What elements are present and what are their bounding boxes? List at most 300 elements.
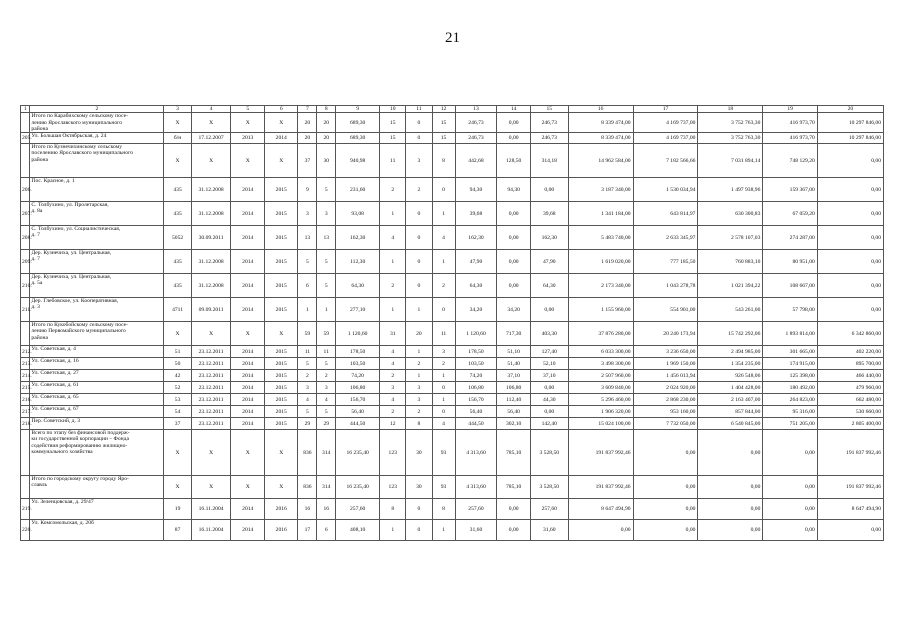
table-cell: 1 530 034,94: [633, 178, 698, 202]
table-row: [21, 430, 884, 476]
table-cell: X: [191, 322, 231, 346]
row-number-cell: 211.: [21, 298, 30, 322]
row-number-cell: 214.: [21, 370, 30, 382]
table-cell: 20: [317, 133, 336, 144]
table-cell: 4: [380, 346, 406, 358]
table-cell: 3 187 340,00: [568, 178, 633, 202]
table-cell: 926 548,06: [698, 370, 763, 382]
table-cell: 0,00: [698, 499, 763, 520]
table-cell: 0,00: [497, 133, 531, 144]
table-cell: 6 540 845,00: [698, 418, 763, 430]
table-cell: 277,10: [336, 298, 380, 322]
table-cell: 2: [406, 406, 432, 418]
table-cell: 20: [298, 133, 317, 144]
table-cell: 2 173 340,00: [568, 274, 633, 298]
table-cell: 751 205,00: [763, 418, 817, 430]
table-cell: 8: [432, 144, 455, 178]
table-cell: 51,40: [497, 358, 531, 370]
table-cell: 1: [406, 346, 432, 358]
table-cell: 1: [406, 298, 432, 322]
table-cell: 2015: [264, 394, 298, 406]
table-cell: 2014: [231, 370, 265, 382]
table-cell: 0,00: [698, 430, 763, 476]
table-cell: 11: [317, 346, 336, 358]
row-number-cell: 207.: [21, 202, 30, 226]
table-cell: 314: [317, 476, 336, 499]
table-cell: X: [264, 430, 298, 476]
table-cell: 2: [406, 358, 432, 370]
table-cell: 39,68: [530, 202, 568, 226]
table-cell: 748 129,20: [763, 144, 817, 178]
table-cell: 178,50: [455, 346, 497, 358]
table-cell: 106,80: [455, 382, 497, 394]
table-cell: 7 732 050,00: [633, 418, 698, 430]
table-cell: 5 483 740,00: [568, 226, 633, 250]
table-cell: 93,08: [336, 202, 380, 226]
table-cell: 0,00: [763, 520, 817, 541]
table-cell: 0,00: [763, 476, 817, 499]
row-number-cell: 220.: [21, 520, 30, 541]
table-cell: 15: [380, 133, 406, 144]
table-row: [21, 370, 884, 382]
table-cell: 4: [380, 226, 406, 250]
table-cell: 52: [164, 382, 191, 394]
table-cell: 0: [432, 406, 455, 418]
table-cell: 20 240 173,94: [633, 322, 698, 346]
table-cell: 3 752 763,30: [698, 133, 763, 144]
table-cell: 56,40: [336, 406, 380, 418]
table-row: [21, 394, 884, 406]
table-cell: 123: [380, 476, 406, 499]
table-cell: 2: [380, 178, 406, 202]
column-number-cell: 7: [298, 106, 317, 113]
table-cell: 0,00: [817, 226, 883, 250]
table-cell: 10 297 846,00: [817, 133, 883, 144]
table-cell: 2014: [231, 382, 265, 394]
table-cell: 2015: [264, 358, 298, 370]
table-cell: 19: [164, 499, 191, 520]
table-cell: 162,30: [530, 226, 568, 250]
table-cell: 3: [406, 382, 432, 394]
table-cell: 4 313,60: [455, 476, 497, 499]
table-cell: 6: [298, 274, 317, 298]
housing-register-table: [20, 105, 884, 541]
table-cell: 1: [432, 202, 455, 226]
table-row: [21, 178, 884, 202]
table-cell: 31,60: [455, 520, 497, 541]
table-cell: 1 354 235,00: [698, 358, 763, 370]
address-cell: С. Толбухино, ул. Социалистическая, д. 7: [30, 226, 164, 250]
table-cell: 31,60: [530, 520, 568, 541]
table-cell: 444,50: [336, 418, 380, 430]
table-cell: 3: [317, 382, 336, 394]
row-number-cell: [21, 144, 30, 178]
table-cell: 777 185,50: [633, 250, 698, 274]
table-cell: 314,18: [530, 144, 568, 178]
address-cell: Пос. Красное, д. 1: [30, 178, 164, 202]
table-cell: 0,00: [633, 499, 698, 520]
table-row: [21, 133, 884, 144]
table-cell: 1: [432, 250, 455, 274]
table-cell: 9: [298, 178, 317, 202]
table-cell: 466 440,00: [817, 370, 883, 382]
address-cell: Итого по городскому округу городу Яро- славль: [30, 476, 164, 499]
table-cell: 717,30: [497, 322, 531, 346]
table-cell: 4: [298, 394, 317, 406]
address-cell: С. Толбухино, ул. Пролетарская, д. 8а: [30, 202, 164, 226]
address-cell: Дер. Кузнечиха, ул. Центральная, д. 5а: [30, 274, 164, 298]
table-cell: 403,30: [530, 322, 568, 346]
column-number-cell: 20: [817, 106, 883, 113]
table-cell: 2015: [264, 202, 298, 226]
table-cell: 1: [380, 298, 406, 322]
table-cell: б/н: [164, 133, 191, 144]
row-number-cell: [21, 430, 30, 476]
table-cell: 3 528,50: [530, 476, 568, 499]
table-cell: 1 043 278,78: [633, 274, 698, 298]
table-cell: 2015: [264, 370, 298, 382]
table-cell: 5: [298, 406, 317, 418]
table-cell: 2014: [231, 406, 265, 418]
table-cell: 0,00: [497, 113, 531, 133]
table-cell: 16.11.2004: [191, 520, 231, 541]
table-cell: 103,50: [336, 358, 380, 370]
table-cell: 1: [380, 250, 406, 274]
table-cell: 16.11.2004: [191, 499, 231, 520]
table-cell: X: [231, 430, 265, 476]
table-cell: 7 031 894,14: [698, 144, 763, 178]
table-cell: 4: [432, 226, 455, 250]
table-cell: 15: [432, 133, 455, 144]
table-cell: 142,40: [530, 418, 568, 430]
table-cell: 402 220,00: [817, 346, 883, 358]
address-cell: Итого по Кукобойскому сельскому посе- лению Первомайского муниципального района: [30, 322, 164, 346]
table-cell: 2015: [264, 382, 298, 394]
table-cell: 1: [432, 394, 455, 406]
table-cell: 0,00: [817, 520, 883, 541]
table-cell: 2014: [231, 202, 265, 226]
table-cell: X: [191, 144, 231, 178]
address-cell: Ул. Советская, д. 4: [30, 346, 164, 358]
table-cell: 16 235,40: [336, 430, 380, 476]
table-cell: 2015: [264, 406, 298, 418]
row-number-cell: 217.: [21, 406, 30, 418]
table-cell: 435: [164, 250, 191, 274]
address-cell: Всего по этапу без финансовой поддерж- ки государственной корпорации – Фонда содействия реформированию жилищно- коммунального хозяйства: [30, 430, 164, 476]
table-cell: 56,40: [455, 406, 497, 418]
address-cell: Дер. Глебовское, ул. Кооперативная, д. 3: [30, 298, 164, 322]
table-cell: 2014: [231, 358, 265, 370]
table-cell: 3: [298, 202, 317, 226]
table-cell: 47,90: [455, 250, 497, 274]
table-cell: 5: [317, 178, 336, 202]
table-row: [21, 476, 884, 499]
table-cell: 17.12.2007: [191, 133, 231, 144]
table-cell: 159 367,00: [763, 178, 817, 202]
table-cell: 1 893 814,00: [763, 322, 817, 346]
column-number-cell: 11: [406, 106, 432, 113]
table-cell: 52,10: [530, 358, 568, 370]
table-cell: 2015: [264, 274, 298, 298]
table-cell: 162,30: [336, 226, 380, 250]
table-cell: 1 906 320,00: [568, 406, 633, 418]
table-cell: 44,30: [530, 394, 568, 406]
table-cell: 106,80: [336, 382, 380, 394]
row-number-cell: 215.: [21, 382, 30, 394]
table-cell: 50: [164, 358, 191, 370]
table-cell: 3 528,50: [530, 430, 568, 476]
table-cell: 435: [164, 274, 191, 298]
table-cell: X: [164, 113, 191, 133]
table-cell: 1 341 184,00: [568, 202, 633, 226]
table-cell: 8: [432, 499, 455, 520]
table-cell: 37,10: [530, 370, 568, 382]
table-cell: 23.12.2011: [191, 418, 231, 430]
table-cell: 64,30: [336, 274, 380, 298]
table-cell: X: [231, 144, 265, 178]
table-cell: 8 339 474,00: [568, 113, 633, 133]
table-cell: X: [191, 430, 231, 476]
table-cell: 67 059,20: [763, 202, 817, 226]
row-number-cell: 208.: [21, 226, 30, 250]
table-row: [21, 298, 884, 322]
table-cell: X: [164, 322, 191, 346]
table-cell: 2 868 230,00: [633, 394, 698, 406]
table-cell: 0,00: [530, 406, 568, 418]
row-number-cell: 209.: [21, 250, 30, 274]
table-cell: 30.09.2011: [191, 226, 231, 250]
table-cell: 8 339 474,00: [568, 133, 633, 144]
table-cell: 301 665,00: [763, 346, 817, 358]
address-cell: Итого по Кузнечихинскому сельскому поселению Ярославского муниципального района: [30, 144, 164, 178]
table-cell: 2 494 985,00: [698, 346, 763, 358]
table-cell: 1 120,60: [336, 322, 380, 346]
row-number-cell: 216.: [21, 394, 30, 406]
table-cell: 2014: [231, 520, 265, 541]
table-cell: 0: [406, 113, 432, 133]
table-cell: 178,50: [336, 346, 380, 358]
table-row: [21, 322, 884, 346]
table-cell: 2016: [264, 520, 298, 541]
column-number-cell: 13: [455, 106, 497, 113]
column-number-cell: 4: [191, 106, 231, 113]
table-cell: 2015: [264, 178, 298, 202]
table-cell: 8: [380, 499, 406, 520]
table-cell: 16: [298, 499, 317, 520]
table-cell: 51,10: [497, 346, 531, 358]
table-cell: 662 480,00: [817, 394, 883, 406]
table-cell: 54: [164, 406, 191, 418]
table-cell: 2014: [231, 178, 265, 202]
table-row: [21, 144, 884, 178]
table-cell: 6: [317, 520, 336, 541]
row-number-cell: [21, 322, 30, 346]
table-row: [21, 520, 884, 541]
table-cell: 13: [298, 226, 317, 250]
table-cell: 785,10: [497, 476, 531, 499]
table-cell: 264 823,00: [763, 394, 817, 406]
table-cell: 39,68: [455, 202, 497, 226]
table-cell: 0,00: [497, 250, 531, 274]
table-cell: 274 287,00: [763, 226, 817, 250]
address-cell: Ул. Советская, д. 27: [30, 370, 164, 382]
column-number-cell: 19: [763, 106, 817, 113]
table-cell: 0,00: [633, 430, 698, 476]
table-row: [21, 274, 884, 298]
table-cell: X: [264, 113, 298, 133]
table-cell: X: [164, 430, 191, 476]
table-cell: 37 876 280,00: [568, 322, 633, 346]
table-cell: 257,60: [530, 499, 568, 520]
table-cell: 857 844,00: [698, 406, 763, 418]
table-cell: 94,30: [455, 178, 497, 202]
table-row: [21, 346, 884, 358]
table-cell: 953 160,00: [633, 406, 698, 418]
table-cell: 20: [406, 322, 432, 346]
table-cell: 0,00: [530, 382, 568, 394]
table-cell: 2013: [231, 133, 265, 144]
table-cell: X: [264, 144, 298, 178]
table-cell: X: [164, 144, 191, 178]
column-number-cell: 9: [336, 106, 380, 113]
table-cell: 20: [317, 113, 336, 133]
table-cell: 13: [317, 226, 336, 250]
table-cell: 0,00: [497, 520, 531, 541]
table-cell: 95 316,00: [763, 406, 817, 418]
table-cell: 0,00: [698, 520, 763, 541]
table-cell: 37: [164, 418, 191, 430]
address-cell: Ул. Большая Октябрьская, д. 24: [30, 133, 164, 144]
table-cell: 4: [432, 418, 455, 430]
table-cell: 0: [406, 274, 432, 298]
table-cell: 106,80: [497, 382, 531, 394]
table-cell: 3: [317, 202, 336, 226]
table-cell: 3: [432, 346, 455, 358]
table-cell: 93: [432, 476, 455, 499]
table-cell: 435: [164, 178, 191, 202]
table-cell: 0,00: [817, 250, 883, 274]
table-row: [21, 406, 884, 418]
table-cell: 689,30: [336, 113, 380, 133]
table-cell: 191 837 992,46: [568, 430, 633, 476]
table-cell: 23.12.2011: [191, 358, 231, 370]
table-cell: 1 497 938,96: [698, 178, 763, 202]
table-cell: 0,00: [763, 430, 817, 476]
table-cell: 2014: [231, 394, 265, 406]
table-cell: 112,30: [336, 250, 380, 274]
table-cell: 643 814,97: [633, 202, 698, 226]
column-number-row: [21, 106, 884, 113]
table-cell: 162,30: [455, 226, 497, 250]
table-cell: 435: [164, 202, 191, 226]
table-cell: 87: [164, 520, 191, 541]
table-cell: 836: [298, 430, 317, 476]
column-number-cell: 17: [633, 106, 698, 113]
table-cell: 1: [380, 202, 406, 226]
table-cell: 0,00: [530, 178, 568, 202]
table-cell: 5: [298, 358, 317, 370]
table-cell: 5: [298, 250, 317, 274]
row-number-cell: [21, 476, 30, 499]
table-cell: 5: [317, 274, 336, 298]
table-cell: X: [264, 476, 298, 499]
table-cell: 15 024 100,00: [568, 418, 633, 430]
table-cell: 11: [298, 346, 317, 358]
table-cell: 6 033 300,00: [568, 346, 633, 358]
table-cell: 0,00: [530, 298, 568, 322]
table-cell: 416 973,70: [763, 133, 817, 144]
table-cell: 2: [380, 406, 406, 418]
table-cell: 1: [298, 298, 317, 322]
table-cell: X: [231, 322, 265, 346]
table-cell: 2 805 400,00: [817, 418, 883, 430]
table-cell: 57 798,00: [763, 298, 817, 322]
table-cell: 2: [432, 358, 455, 370]
table-cell: 2: [432, 274, 455, 298]
table-cell: 29: [298, 418, 317, 430]
table-cell: 23.12.2011: [191, 406, 231, 418]
table-cell: 6 342 860,00: [817, 322, 883, 346]
table-cell: 191 837 992,46: [568, 476, 633, 499]
table-cell: 2 507 960,00: [568, 370, 633, 382]
table-cell: 257,60: [336, 499, 380, 520]
table-cell: 444,50: [455, 418, 497, 430]
table-cell: 4 313,60: [455, 430, 497, 476]
table-cell: 16 235,40: [336, 476, 380, 499]
table-cell: X: [231, 113, 265, 133]
table-cell: 4: [380, 358, 406, 370]
table-cell: X: [231, 476, 265, 499]
table-cell: 479 960,00: [817, 382, 883, 394]
table-cell: 2014: [231, 250, 265, 274]
table-cell: 442,68: [455, 144, 497, 178]
table-cell: 64,30: [455, 274, 497, 298]
table-cell: 302,10: [497, 418, 531, 430]
table-cell: 1 969 150,00: [633, 358, 698, 370]
table-cell: 408,10: [336, 520, 380, 541]
table-cell: X: [264, 322, 298, 346]
table-cell: 74,20: [336, 370, 380, 382]
table-cell: 156,70: [336, 394, 380, 406]
table-cell: 0,00: [817, 202, 883, 226]
address-cell: Ул. Комсомольская, д. 20б: [30, 520, 164, 541]
table-cell: 2015: [264, 226, 298, 250]
table-row: [21, 113, 884, 133]
row-number-cell: [21, 113, 30, 133]
table-cell: 11: [380, 144, 406, 178]
table-cell: 2014: [231, 418, 265, 430]
column-number-cell: 12: [432, 106, 455, 113]
table-cell: 246,73: [455, 133, 497, 144]
table-cell: 1 619 020,00: [568, 250, 633, 274]
table-cell: 0,00: [633, 476, 698, 499]
table-cell: 0: [406, 520, 432, 541]
table-cell: 0,00: [817, 144, 883, 178]
table-cell: 416 973,70: [763, 113, 817, 133]
table-cell: 3 609 840,00: [568, 382, 633, 394]
table-cell: 1: [432, 370, 455, 382]
table-cell: 246,73: [530, 113, 568, 133]
table-cell: 895 700,00: [817, 358, 883, 370]
column-number-cell: 8: [317, 106, 336, 113]
table-cell: X: [191, 113, 231, 133]
table-cell: 2015: [264, 250, 298, 274]
column-number-cell: 10: [380, 106, 406, 113]
table-row: [21, 418, 884, 430]
table-row: [21, 358, 884, 370]
row-number-cell: 210.: [21, 274, 30, 298]
table-cell: 09.09.2011: [191, 298, 231, 322]
